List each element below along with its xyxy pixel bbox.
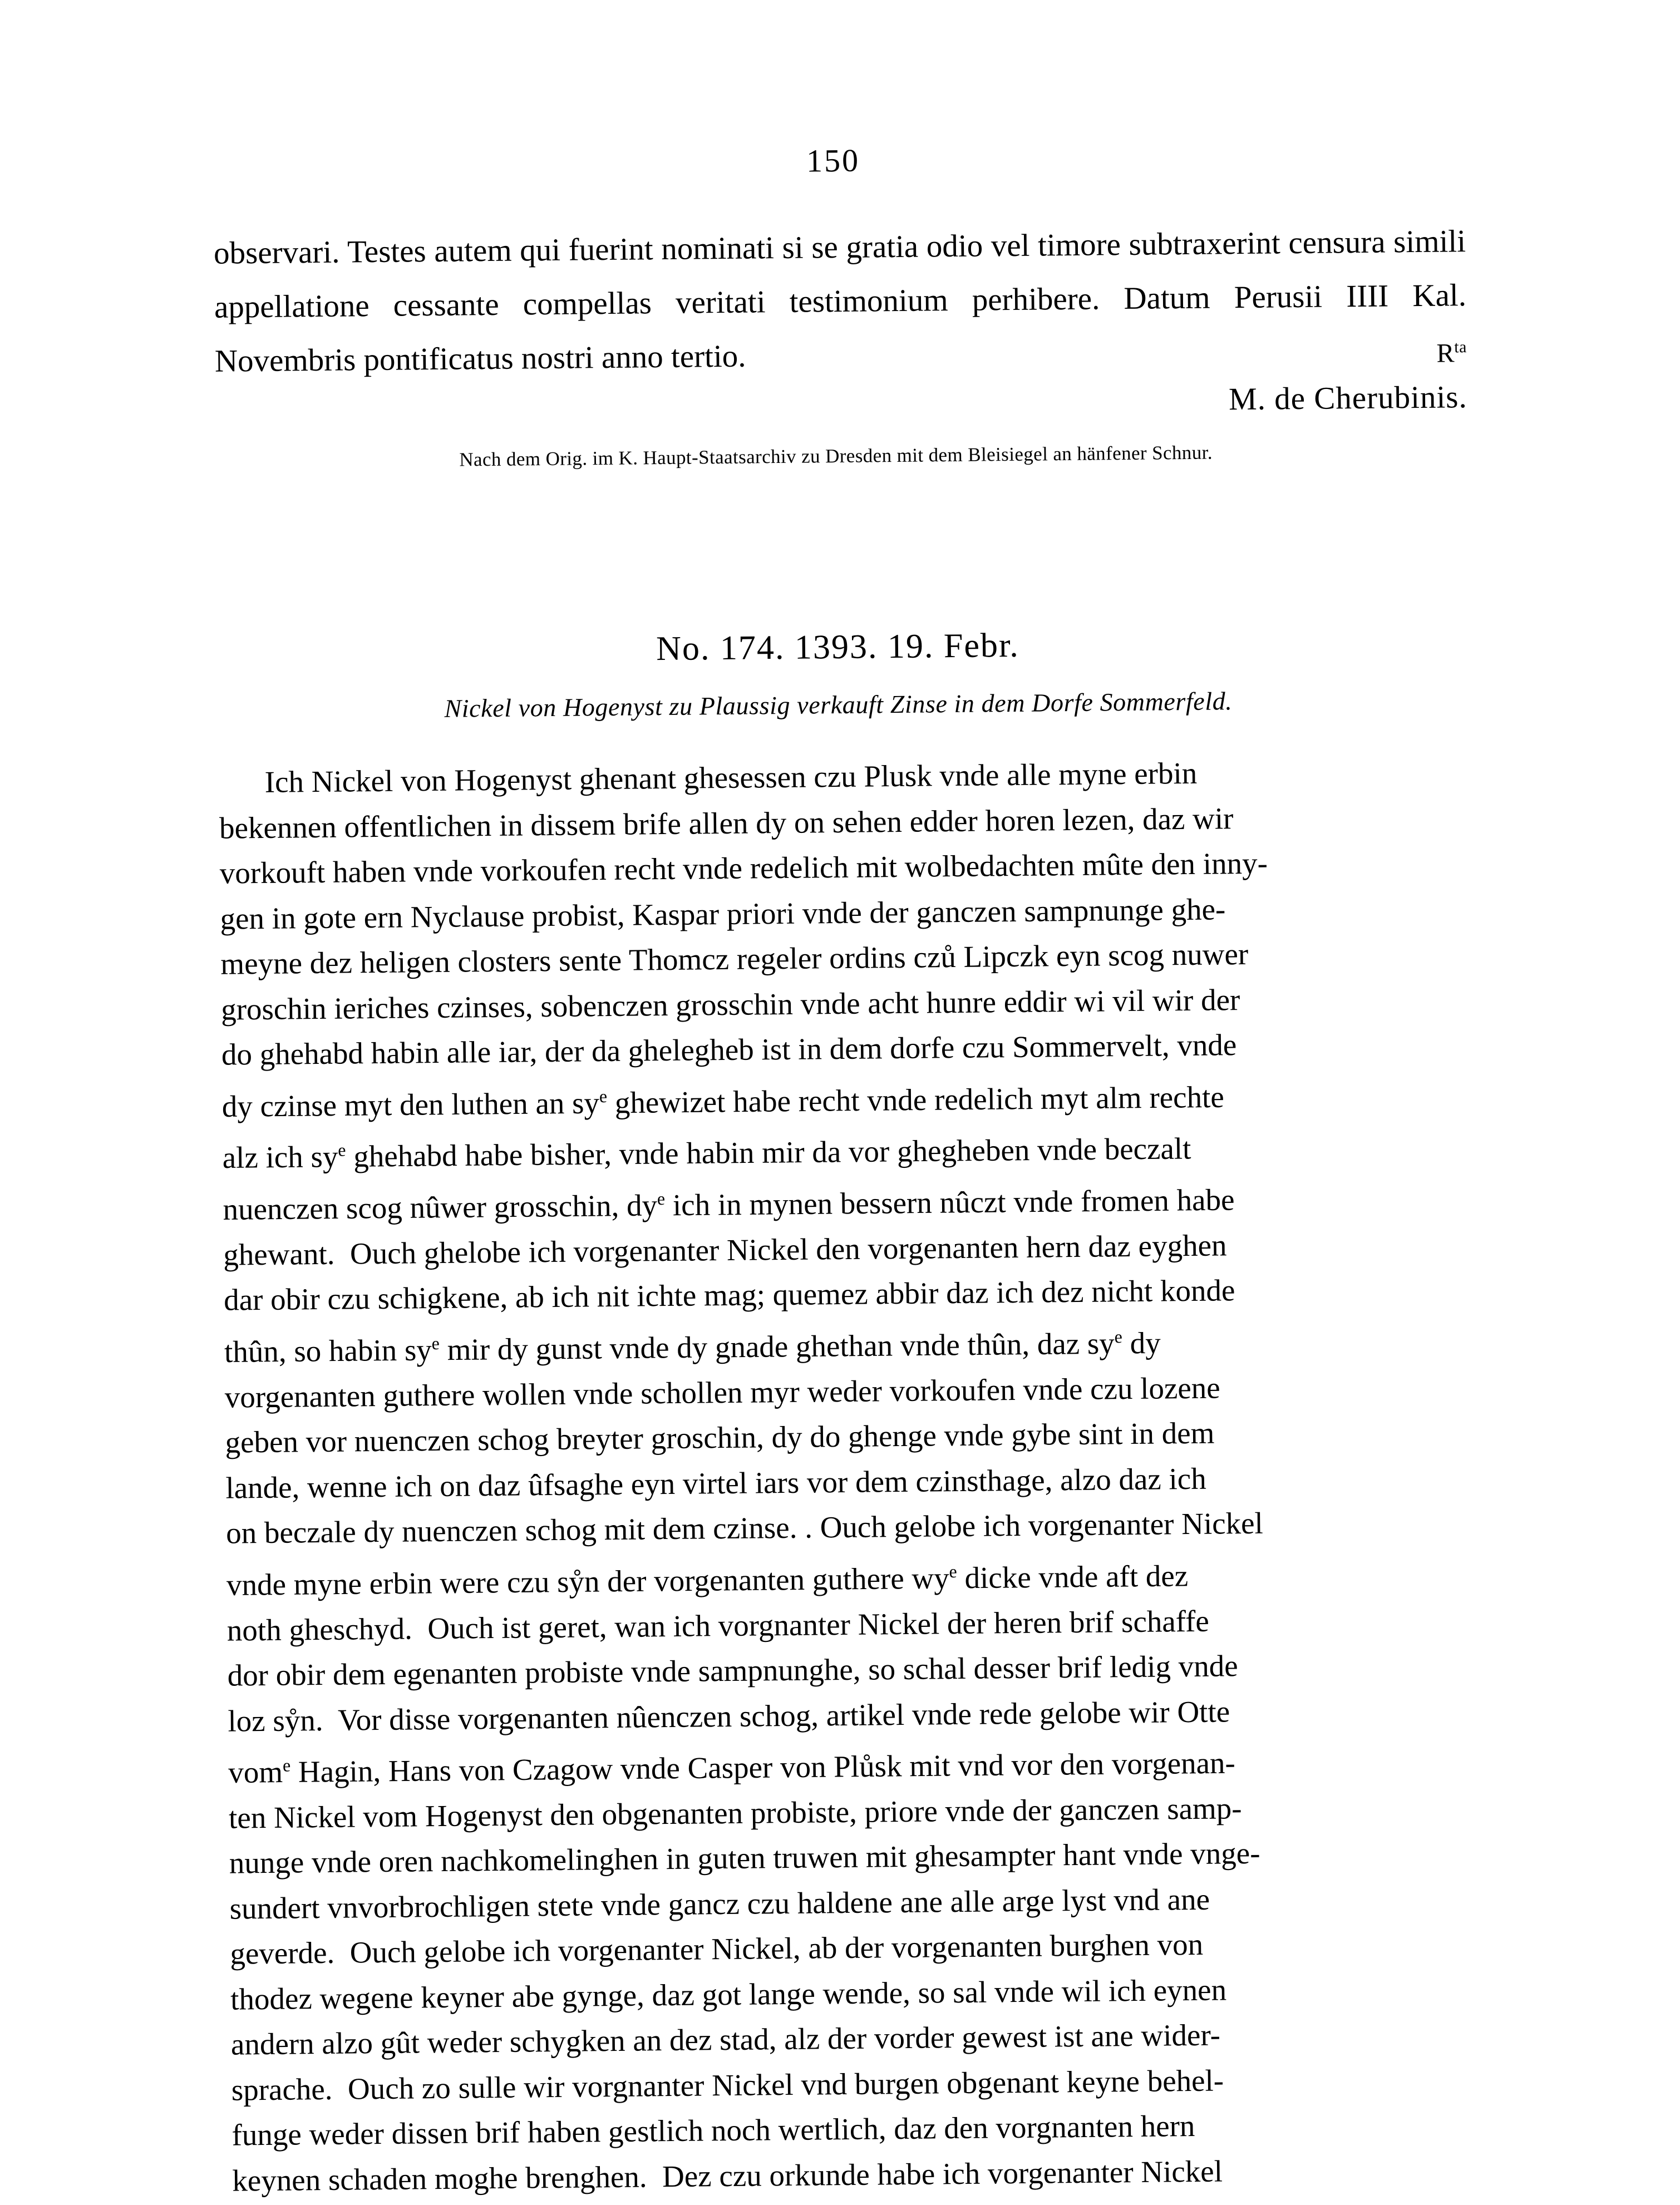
- registration-mark-letter: R: [1436, 338, 1455, 368]
- charter-body-line: meyne dez heligen closters sente Thomcz regeler ordins czů Lipczk eyn scog nuwer: [220, 936, 1249, 981]
- charter-body-line: dor obir dem egenanten probiste vnde sampnunghe, so schal desser brif ledig vnde: [227, 1649, 1238, 1693]
- charter-body-line: thûn, so habin $sy^e$ mir dy gunst vnde dy gnade ghethan vnde thûn, daz $sy^e$ dy: [224, 1325, 1161, 1369]
- charter-body-line: vorkouft haben vnde vorkoufen recht vnde redelich mit wolbedachten mûte den inny-: [219, 846, 1268, 890]
- latin-deed-text: observari. Testes autem qui fuerint nominati si se gratia odio vel timore subtraxerint censura simili appellatione cessante compellas veritati testimonium perhibere. Datum Perusii IIII Kal. Novembris pontificatus nostri anno tertio.: [213, 224, 1467, 379]
- charter-body-line: vom$^e$ Hagin, Hans von Czagow vnde Casper von Plůsk mit vnd vor den vorgenan-: [228, 1745, 1236, 1790]
- registration-mark-superscript: ta: [1454, 338, 1467, 357]
- charter-body-line: funge weder dissen brif haben gestlich noch wertlich, daz den vorgnanten hern: [231, 2109, 1195, 2153]
- charter-body-line: Ich Nickel von Hogenyst ghenant ghesessen czu Plusk vnde alle myne erbin: [218, 756, 1198, 800]
- charter-body-line: nunge vnde oren nachkomelinghen in guten truwen mit ghesampter hant vnde vnge-: [229, 1836, 1260, 1881]
- charter-body-line: do ghehabd habin alle iar, der da ghelegheb ist in dem dorfe czu Sommervelt, vnde: [221, 1028, 1237, 1072]
- charter-body-line: alz ich $sy^e$ ghehabd habe bisher, vnde habin mir da vor ghegheben vnde beczalt: [222, 1131, 1191, 1175]
- charter-body-line: sundert vnvorbrochligen stete vnde gancz czu haldene ane alle arge lyst vnd ane: [229, 1882, 1210, 1926]
- charter-body-line: on beczale dy nuenczen schog mit dem czinse. . Ouch gelobe ich vorgenanter Nickel: [225, 1506, 1264, 1550]
- charter-body-line: thodez wegene keyner abe gynge, daz got lange wende, so sal vnde wil ich eynen: [230, 1972, 1227, 2016]
- charter-body-line: ten Nickel vom Hogenyst den obgenanten probiste, priore vnde der ganczen samp-: [228, 1791, 1242, 1835]
- superscript-e: e: [282, 1755, 291, 1775]
- charter-heading: No. 174. 1393. 19. Febr.: [656, 626, 1020, 668]
- superscript-e: e: [949, 1561, 957, 1581]
- charter-body-line: gen in gote ern Nyclause probist, Kaspar priori vnde der ganczen sampnunge ghe-: [220, 891, 1226, 936]
- provenance-note: Nach dem Orig. im K. Haupt-Staatsarchiv zu Dresden mit dem Bleisiegel an hänfener Schnur.: [459, 441, 1213, 471]
- charter-body-line: noth gheschyd. Ouch ist geret, wan ich vorgnanter Nickel der heren brif schaffe: [226, 1604, 1210, 1647]
- charter-body-line: loz sẙn. Vor disse vorgenanten nûenczen schog, artikel vnde rede gelobe wir Otte: [228, 1694, 1230, 1738]
- superscript-e: e: [431, 1333, 440, 1354]
- charter-body-line: andern alzo gût weder schygken an dez stad, alz der vorder gewest ist ane wider-: [230, 2018, 1221, 2062]
- superscript-e: e: [1114, 1327, 1122, 1347]
- charter-body-line: keynen schaden moghe brenghen. Dez czu orkunde habe ich vorgenanter Nickel: [232, 2154, 1223, 2198]
- charter-body-line: vorgenanten guthere wollen vnde schollen myr weder vorkoufen vnde czu lozene: [224, 1370, 1220, 1414]
- charter-body-line: bekennen offentlichen in dissem brife allen dy on sehen edder horen lezen, daz wir: [219, 801, 1234, 845]
- charter-body-line: dar obir czu schigkene, ab ich nit ichte mag; quemez abbir daz ich dez nicht konde: [223, 1273, 1235, 1318]
- charter-body-line: vnde myne erbin were czu sẙn der vorgenanten guthere $wy^e$ dicke vnde aft dez: [226, 1558, 1189, 1602]
- superscript-e: e: [657, 1189, 666, 1209]
- charter-body-line: nuenczen scog nûwer grosschin, $dy^e$ ich in mynen bessern nûczt vnde fromen habe: [223, 1182, 1235, 1227]
- page-number: 150: [806, 142, 860, 179]
- charter-body-line: dy czinse myt den luthen an $sy^e$ ghewizet habe recht vnde redelich myt alm rechte: [221, 1079, 1225, 1123]
- charter-body-line: lande, wenne ich on daz ûfsaghe eyn virtel iars vor dem czinsthage, alzo daz ich: [225, 1461, 1206, 1505]
- charter-body-line: geben vor nuenczen schog breyter groschin, dy do ghenge vnde gybe sint in dem: [225, 1415, 1215, 1459]
- charter-body-line: geverde. Ouch gelobe ich vorgenanter Nickel, ab der vorgenanten burghen von: [230, 1927, 1204, 1971]
- charter-body: [219, 748, 1487, 2203]
- charter-body-line: groschin ieriches czinses, sobenczen grosschin vnde acht hunre eddir wi vil wir der: [220, 982, 1240, 1027]
- charter-regest: Nickel von Hogenyst zu Plaussig verkauft Zinse in dem Dorfe Sommerfeld.: [444, 687, 1233, 723]
- charter-body-line: sprache. Ouch zo sulle wir vorgnanter Nickel vnd burgen obgenant keyne behel-: [231, 2063, 1224, 2107]
- deed-signatory: M. de Cherubinis.: [1228, 379, 1467, 417]
- superscript-e: e: [338, 1140, 346, 1161]
- superscript-e: e: [599, 1086, 608, 1106]
- charter-body-line: ghewant. Ouch ghelobe ich vorgenanter Nickel den vorgenanten hern daz eyghen: [223, 1228, 1227, 1272]
